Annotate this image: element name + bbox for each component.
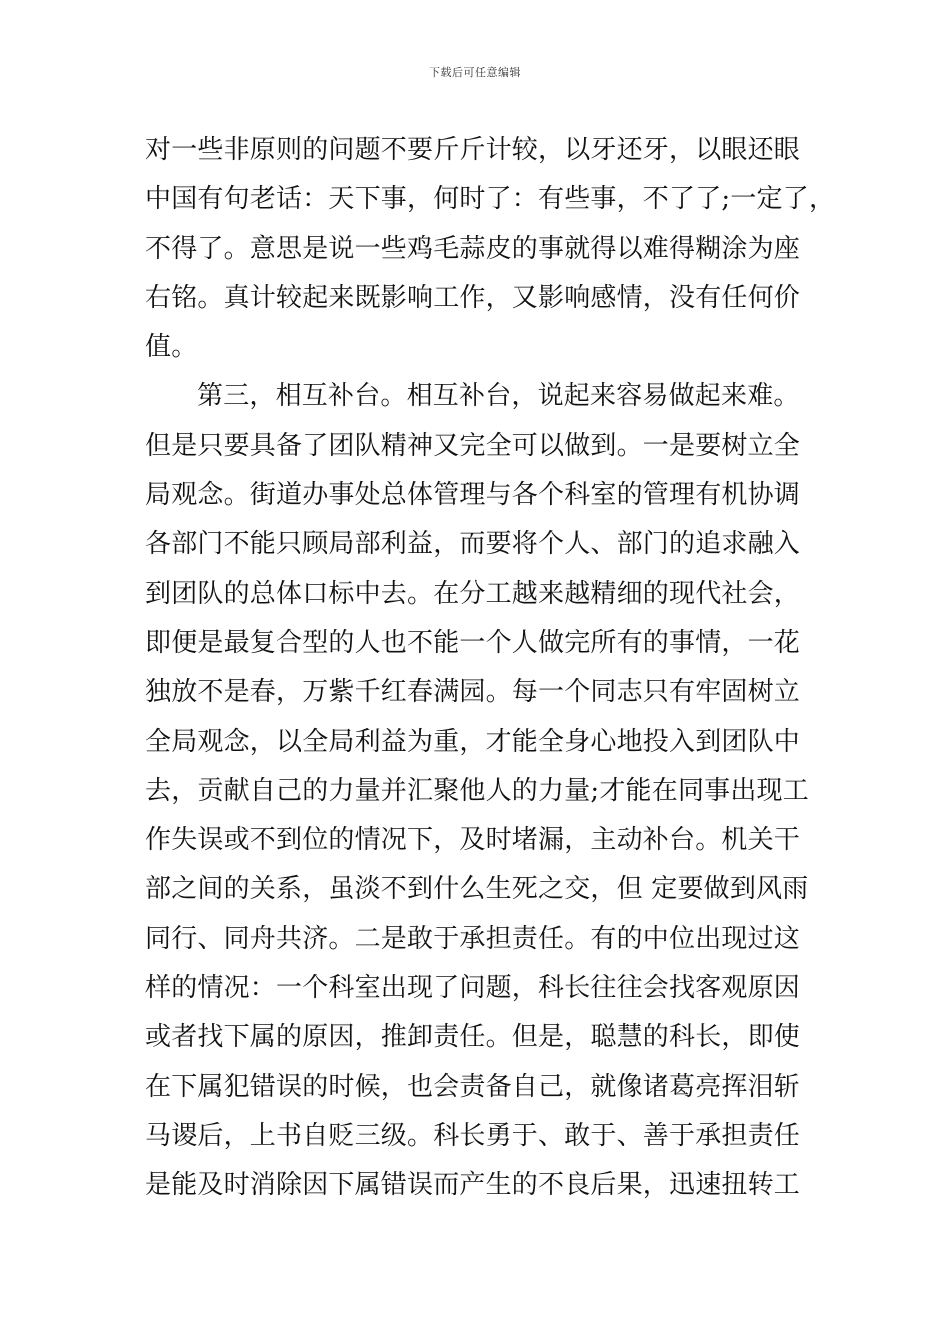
text-line: 但是只要具备了团队精神又完全可以做到。一是要树立全 bbox=[145, 430, 801, 461]
text-line: 到团队的总体口标中去。在分工越来越精细的现代社会， bbox=[145, 578, 801, 609]
text-line: 是能及时消除因下属错误而产生的不良后果，迅速扭转工 bbox=[145, 1170, 801, 1201]
text-line: 作失误或不到位的情况下，及时堵漏，主动补台。机关干 bbox=[145, 825, 801, 856]
document-body bbox=[145, 126, 836, 1211]
text-line: 马谡后，上书自贬三级。科长勇于、敢于、善于承担责任 bbox=[145, 1120, 801, 1151]
paragraph-start-line: 第三，相互补台。相互补台，说起来容易做起来难。 bbox=[197, 381, 800, 412]
text-line: 同行、同舟共济。二是敢于承担责任。有的中位出现过这 bbox=[145, 923, 801, 954]
text-line: 部之间的关系，虽淡不到什么生死之交，但 定要做到风雨 bbox=[145, 874, 809, 905]
text-line: 值。 bbox=[145, 332, 198, 363]
text-line: 样的情况：一个科室出现了问题，科长往往会找客观原因 bbox=[145, 973, 801, 1004]
text-line: 不得了。意思是说一些鸡毛蒜皮的事就得以难得糊涂为座 bbox=[145, 233, 801, 264]
text-line: 去，贡献自己的力量并汇聚他人的力量;才能在同事出现工 bbox=[145, 775, 809, 806]
text-line: 即便是最复合型的人也不能一个人做完所有的事情，一花 bbox=[145, 627, 801, 658]
text-line: 中国有句老话：天下事，何时了：有些事，不了了;一定了， bbox=[145, 184, 836, 215]
text-line: 全局观念，以全局利益为重，才能全身心地投入到团队中 bbox=[145, 726, 801, 757]
text-line: 各部门不能只顾局部利益，而要将个人、部门的追求融入 bbox=[145, 529, 801, 560]
text-line: 局观念。街道办事处总体管理与各个科室的管理有机协调 bbox=[145, 480, 801, 511]
text-line: 右铭。真计较起来既影响工作，又影响感情，没有任何价 bbox=[145, 282, 801, 313]
page-header: 下载后可任意编辑 bbox=[429, 66, 521, 79]
text-line: 在下属犯错误的时候，也会责备自己，就像诸葛亮挥泪斩 bbox=[145, 1071, 801, 1102]
text-line: 对一些非原则的问题不要斤斤计较，以牙还牙，以眼还眼 bbox=[145, 135, 801, 165]
text-line: 独放不是春，万紫千红春满园。每一个同志只有牢固树立 bbox=[145, 677, 801, 708]
text-line: 或者找下属的原因，推卸责任。但是，聪慧的科长，即使 bbox=[145, 1022, 801, 1053]
